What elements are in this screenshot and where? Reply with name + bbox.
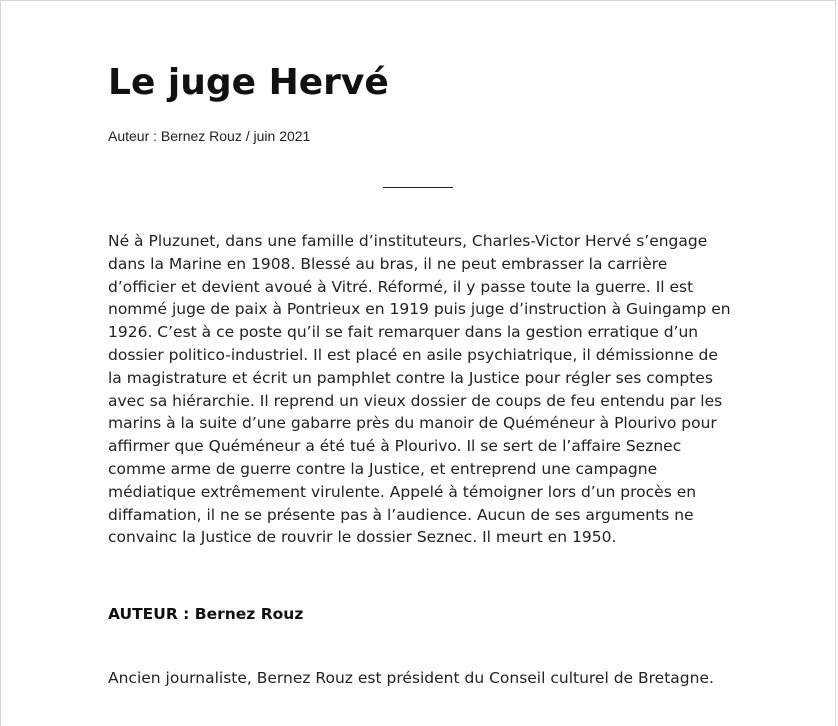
article-header	[108, 58, 730, 146]
page-title: Le juge Hervé	[108, 62, 389, 103]
author-heading: AUTEUR : Bernez Rouz	[108, 605, 304, 623]
author-bio: Ancien journaliste, Bernez Rouz est président du Conseil culturel de Bretagne.	[108, 669, 714, 687]
article-meta: Auteur : Bernez Rouz / juin 2021	[108, 128, 311, 144]
separator-line	[383, 187, 453, 188]
article-body: Né à Pluzunet, dans une famille d’instituteurs, Charles-Victor Hervé s’engage dans la Marine en 1908. Blessé au bras, il ne peut embrasser la carrière d’officier et devient avoué à Vitré. Réformé, il y passe toute la guerre. Il est nommé juge de paix à Pontrieux en 1919 puis juge d’instruction à Guingamp en 1926. C’est à ce poste qu’il se fait remarquer dans la gestion erratique d’un dossier politico-industriel. Il est placé en asile psychiatrique, il démissionne de la magistrature et écrit un pamphlet contre la Justice pour régler ses comptes avec sa hiérarchie. Il reprend un vieux dossier de coups de feu entendu par les marins à la suite d’une gabarre près du manoir de Quéméneur à Plourivo pour affirmer que Quéméneur a été tué à Plourivo. Il se sert de l’affaire Seznec comme arme de guerre contre la Justice, et entreprend une campagne médiatique extrêmement virulente. Appelé à témoigner lors d’un procès en diffamation, il ne se présente pas à l’audience. Aucun de ses arguments ne convainc la Justice de rouvrir le dossier Seznec. Il meurt en 1950.	[108, 232, 731, 547]
